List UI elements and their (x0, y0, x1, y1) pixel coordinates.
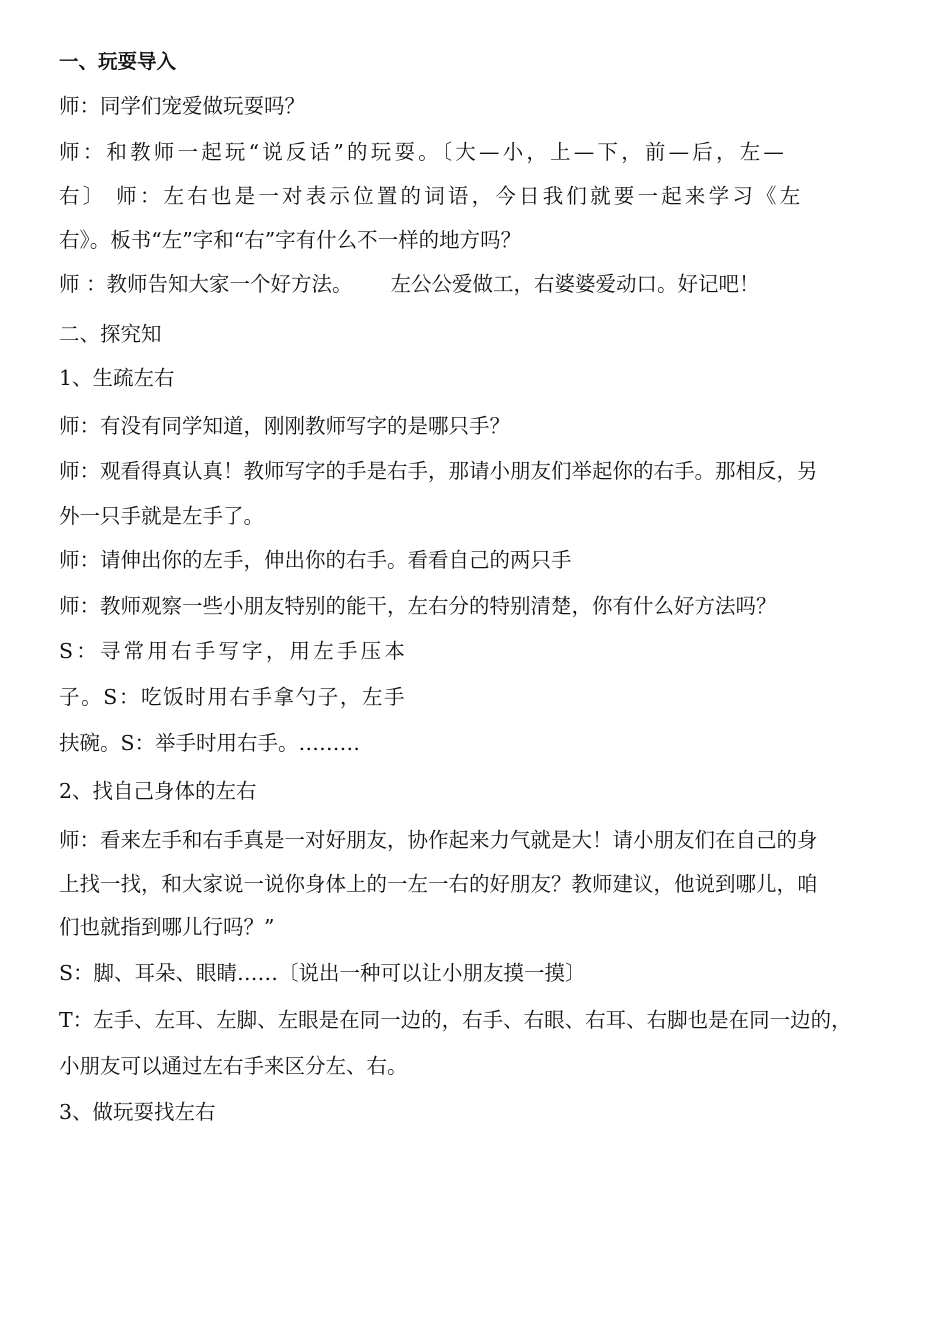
paragraph-line (59, 270, 760, 298)
paragraph-line: 右》。板书“左”字和“右”字有什么不一样的地方吗？ (59, 228, 522, 252)
paragraph-line: 外一只手就是左手了。 (59, 504, 264, 528)
subsection-heading: 1、生疏左右 (59, 366, 175, 390)
paragraph-line: 右〕 师：左右也是一对表示位置的词语，今日我们就要一起来学习《左 (59, 184, 804, 208)
paragraph-line: 师：教师观察一些小朋友特别的能干，左右分的特别清楚，你有什么好方法吗？ (59, 594, 777, 618)
paragraph-line: 师：和教师一起玩“说反话”的玩耍。〔大—小，上—下，前—后，左— (59, 140, 788, 164)
paragraph-line: T：左手、左耳、左脚、左眼是在同一边的，右手、右眼、右耳、右脚也是在同一边的， (59, 1008, 852, 1032)
paragraph-line: 们也就指到哪儿行吗？” (59, 915, 275, 939)
paragraph-line: 师：看来左手和右手真是一对好朋友，协作起来力气就是大！请小朋友们在自己的身 (59, 828, 818, 852)
paragraph-line: 子。S：吃饭时用右手拿勺子，左手 (59, 685, 407, 709)
paragraph-line: 小朋友可以通过左右手来区分左、右。 (59, 1054, 408, 1078)
paragraph-line: 扶碗。S：举手时用右手。……… (59, 731, 361, 755)
mnemonic-text: 左公公爱做工，右婆婆爱动口。好记吧！ (390, 272, 760, 296)
section-heading-explore: 二、探究知 (59, 322, 162, 346)
paragraph-line: 师：观看得真认真！教师写字的手是右手，那请小朋友们举起你的右手。那相反，另 (59, 459, 818, 483)
subsection-heading: 3、做玩耍找左右 (59, 1100, 216, 1124)
section-heading-intro: 一、玩耍导入 (59, 50, 177, 73)
tip-text: 师 ：教师告知大家一个好方法。 (59, 272, 353, 296)
paragraph-line: 师：同学们宠爱做玩耍吗？ (59, 94, 305, 118)
paragraph-line: S：寻常用右手写字，用左手压本 (59, 639, 409, 663)
subsection-heading: 2、找自己身体的左右 (59, 779, 257, 803)
paragraph-line: 师：有没有同学知道，刚刚教师写字的是哪只手？ (59, 414, 510, 438)
paragraph-line: 师：请伸出你的左手，伸出你的右手。看看自己的两只手 (59, 548, 572, 572)
paragraph-line: S：脚、耳朵、眼睛……〔说出一种可以让小朋友摸一摸〕 (59, 961, 586, 985)
paragraph-line: 上找一找，和大家说一说你身体上的一左一右的好朋友？教师建议，他说到哪儿，咱 (59, 872, 818, 896)
